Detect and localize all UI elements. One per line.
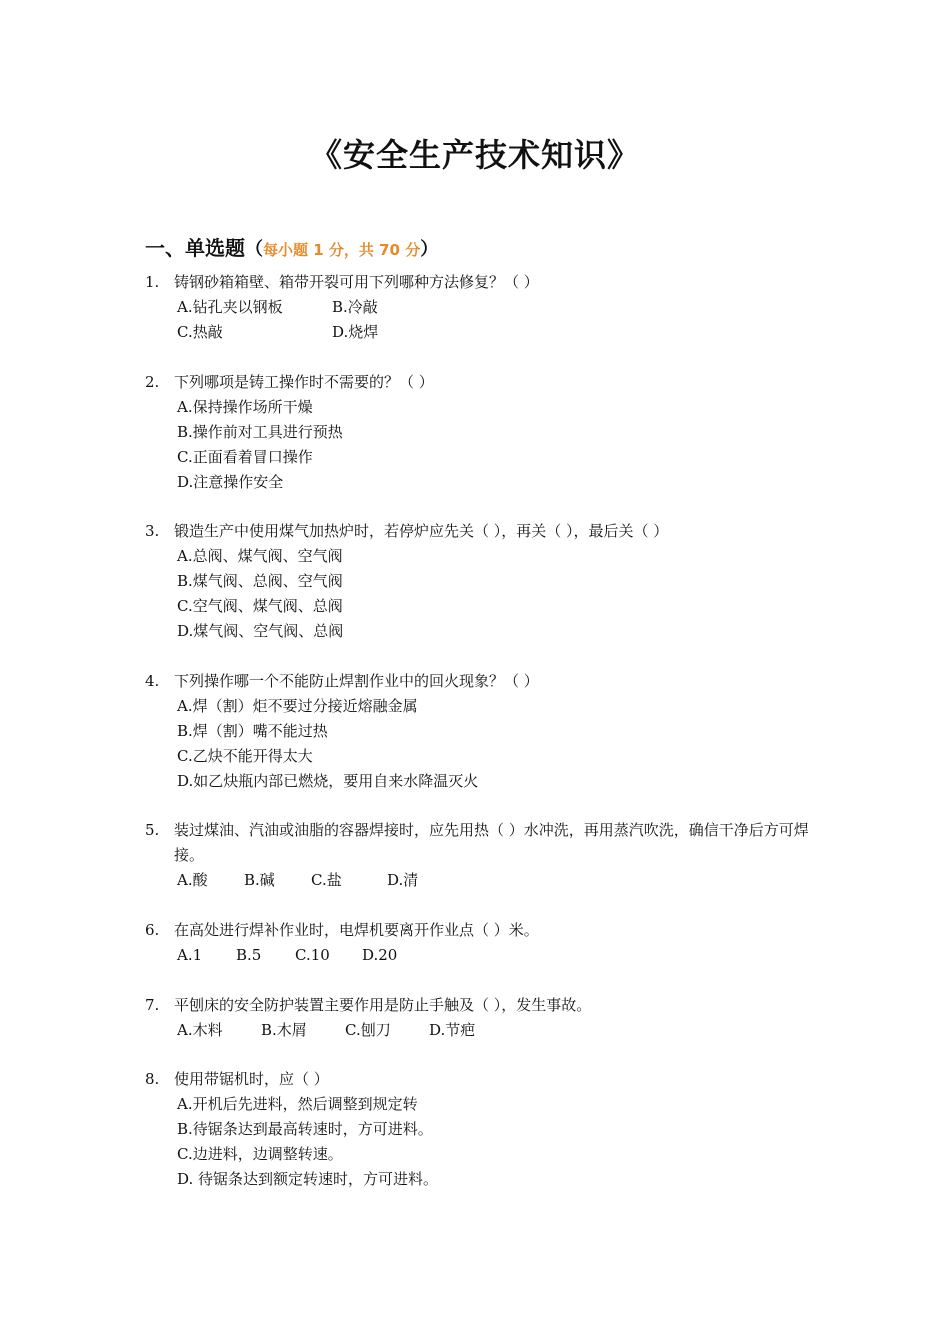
option-row: [177, 320, 815, 345]
question-2: [145, 370, 815, 495]
answer-option: B.5: [236, 946, 262, 964]
answer-option: D.节疤: [429, 1021, 476, 1039]
option-row: [177, 744, 815, 769]
option-row: [177, 1117, 815, 1142]
question-text: 铸钢砂箱箱壁、箱带开裂可用下列哪种方法修复？（ ）: [174, 273, 539, 291]
question-number: 5.: [145, 821, 160, 839]
answer-option: B.冷敲: [332, 298, 378, 316]
question-number: 1.: [145, 273, 160, 291]
option-list: [145, 868, 815, 893]
answer-option: D. 待锯条达到额定转速时，方可进料。: [177, 1170, 439, 1188]
question-text: 锻造生产中使用煤气加热炉时，若停炉应先关（ ），再关（ ），最后关（ ）: [174, 522, 669, 540]
option-row: [177, 594, 815, 619]
section-heading: [145, 232, 438, 261]
option-list: [145, 395, 815, 495]
question-stem: [145, 918, 815, 943]
option-list: [145, 544, 815, 644]
option-row: [177, 769, 815, 794]
question-stem: [145, 370, 815, 395]
question-stem: [145, 270, 815, 295]
section-heading-text: 一、单选题: [145, 236, 245, 260]
question-text: 使用带锯机时，应（ ）: [174, 1070, 329, 1088]
answer-option: B.操作前对工具进行预热: [177, 423, 343, 441]
answer-option: C.10: [295, 946, 330, 964]
section-paren-close: ）: [420, 239, 439, 260]
answer-option: D.如乙炔瓶内部已燃烧，要用自来水降温灭火: [177, 772, 479, 790]
question-text: 下列操作哪一个不能防止焊割作业中的回火现象？（ ）: [174, 672, 539, 690]
question-5: [145, 818, 815, 893]
answer-option: C.乙炔不能开得太大: [177, 747, 313, 765]
option-row: [177, 470, 815, 495]
option-row: [177, 694, 815, 719]
question-7: [145, 993, 815, 1043]
question-number: 4.: [145, 672, 160, 690]
question-text: 下列哪项是铸工操作时不需要的？（ ）: [174, 373, 434, 391]
answer-option: A.总阀、煤气阀、空气阀: [177, 547, 343, 565]
answer-option: D.20: [362, 946, 398, 964]
answer-option: B.待锯条达到最高转速时，方可进料。: [177, 1120, 433, 1138]
answer-option: D.清: [387, 871, 419, 889]
question-number: 7.: [145, 996, 160, 1014]
question-stem: [145, 669, 815, 694]
option-row: [177, 395, 815, 420]
question-stem: [145, 818, 815, 868]
option-list: [145, 943, 815, 968]
question-text: 装过煤油、汽油或油脂的容器焊接时，应先用热（ ）水冲洗，再用蒸汽吹洗，确信干净后方可焊接。: [174, 821, 809, 864]
answer-option: A.开机后先进料，然后调整到规定转: [177, 1095, 418, 1113]
answer-option: B.木屑: [261, 1021, 307, 1039]
answer-option: C.盐: [311, 871, 342, 889]
answer-option: A.木料: [177, 1021, 223, 1039]
answer-option: C.刨刀: [345, 1021, 391, 1039]
option-row: [177, 1167, 815, 1192]
answer-option: C.边进料，边调整转速。: [177, 1145, 343, 1163]
option-row: [177, 719, 815, 744]
question-number: 8.: [145, 1070, 160, 1088]
option-row: [177, 295, 815, 320]
answer-option: B.焊（割）嘴不能过热: [177, 722, 328, 740]
option-row: [177, 420, 815, 445]
option-list: [145, 694, 815, 794]
question-text: 平刨床的安全防护装置主要作用是防止手触及（ ），发生事故。: [174, 996, 592, 1014]
option-row: [177, 569, 815, 594]
option-list: [145, 295, 815, 345]
answer-option: B.煤气阀、总阀、空气阀: [177, 572, 343, 590]
option-row: [177, 445, 815, 470]
option-list: [145, 1018, 815, 1043]
question-stem: [145, 519, 815, 544]
answer-option: A.酸: [177, 871, 208, 889]
question-number: 6.: [145, 921, 160, 939]
answer-option: D.注意操作安全: [177, 473, 284, 491]
section-paren-open: （: [245, 239, 263, 260]
option-row: [177, 1142, 815, 1167]
question-6: [145, 918, 815, 968]
question-1: [145, 270, 815, 345]
question-number: 2.: [145, 373, 160, 391]
question-3: [145, 519, 815, 644]
answer-option: A.保持操作场所干燥: [177, 398, 313, 416]
option-row: [177, 1092, 815, 1117]
document-title: 《安全生产技术知识》: [309, 136, 640, 174]
option-row: [177, 1018, 815, 1043]
question-8: [145, 1067, 815, 1192]
question-number: 3.: [145, 522, 160, 540]
option-row: [177, 943, 815, 968]
answer-option: D.煤气阀、空气阀、总阀: [177, 622, 344, 640]
answer-option: D.烧焊: [332, 323, 379, 341]
option-row: [177, 619, 815, 644]
answer-option: A.钻孔夹以钢板: [177, 298, 283, 316]
question-text: 在高处进行焊补作业时，电焊机要离开作业点（ ）米。: [174, 921, 539, 939]
option-list: [145, 1092, 815, 1192]
answer-option: C.空气阀、煤气阀、总阀: [177, 597, 343, 615]
question-stem: [145, 993, 815, 1018]
answer-option: A.1: [177, 946, 203, 964]
answer-option: C.热敲: [177, 323, 223, 341]
answer-option: B.碱: [244, 871, 275, 889]
answer-option: A.焊（割）炬不要过分接近熔融金属: [177, 697, 418, 715]
option-row: [177, 868, 815, 893]
answer-option: C.正面看着冒口操作: [177, 448, 313, 466]
question-stem: [145, 1067, 815, 1092]
section-scoring-note: 每小题 1 分，共 70 分: [263, 241, 421, 259]
option-row: [177, 544, 815, 569]
question-4: [145, 669, 815, 794]
